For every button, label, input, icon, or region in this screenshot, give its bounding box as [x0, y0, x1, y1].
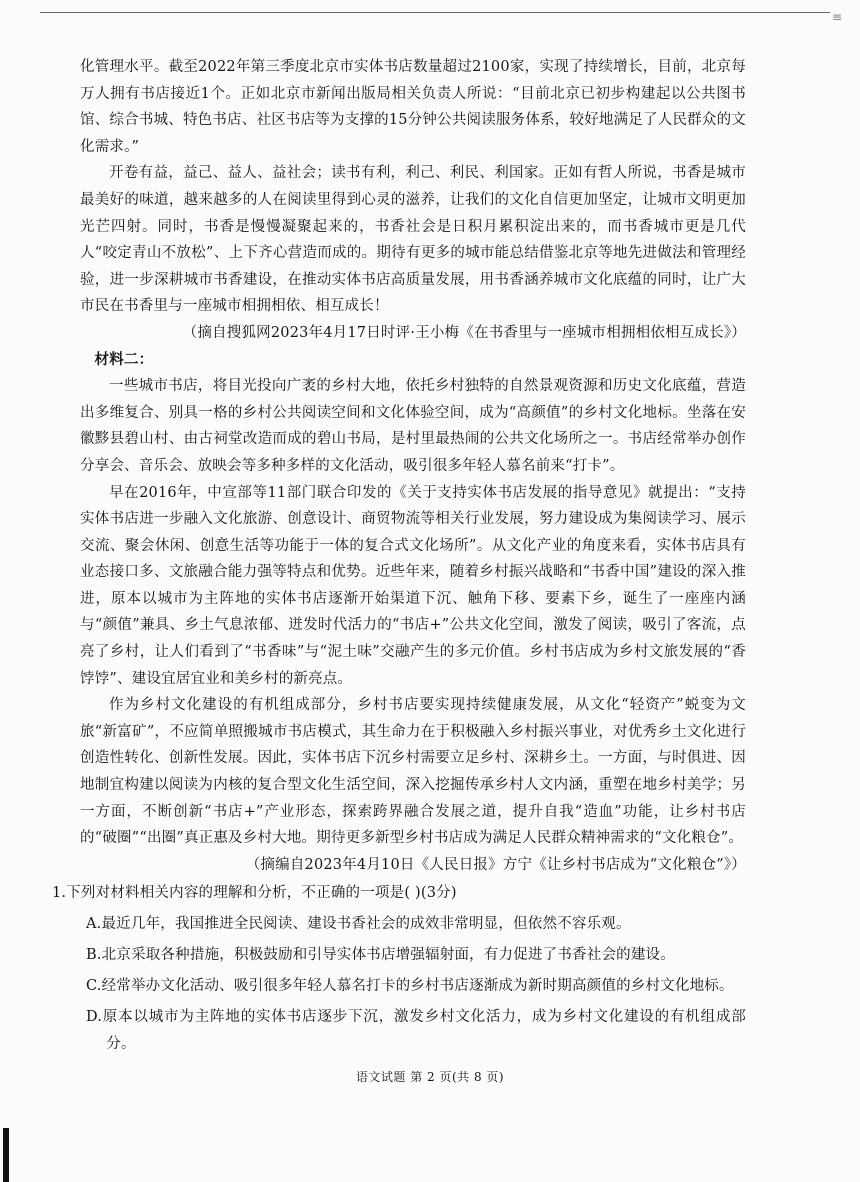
option-c: C.经常举办文化活动、吸引很多年轻人慕名打卡的乡村书店逐渐成为新时期高颜值的乡村文化地标。	[86, 978, 734, 994]
paragraph: 开卷有益，益己、益人、益社会；读书有利，利己、利民、利国家。正如有哲人所说，书香是城市最美好的味道，越来越多的人在阅读里得到心灵的滋养，让我们的文化自信更加坚定，让城市文明更加光芒四射。同时，书香是慢慢凝聚起来的，书香社会是日积月累积淀出来的，而书香城市更是几代人“咬定青山不放松”、上下齐心营造而成的。期待有更多的城市能总结借鉴北京等地先进做法和管理经验，进一步深耕城市书香建设，在推动实体书店高质量发展，用书香涵养城市文化底蕴的同时，让广大市民在书香里与一座城市相拥相依、相互成长！	[80, 165, 746, 315]
page-footer: 语文试题 第 2 页(共 8 页)	[355, 1070, 505, 1084]
source-citation-1: （摘自搜狐网2023年4月17日时评·王小梅《在书香里与一座城市相拥相依相互成长》）	[182, 324, 746, 341]
option-d: D.原本以城市为主阵地的实体书店逐步下沉，激发乡村文化活力，成为乡村文化建设的有机组成部分。	[86, 1009, 746, 1052]
paragraph: 早在2016年，中宣部等11部门联合印发的《关于支持实体书店发展的指导意见》就提出：“支持实体书店进一步融入文化旅游、创意设计、商贸物流等相关行业发展，努力建设成为集阅读学习、展示交流、聚会休闲、创意生活等功能于一体的复合式文化场所”。从文化产业的角度来看，实体书店具有业态接口多、文旅融合能力强等特点和优势。近些年来，随着乡村振兴战略和“书香中国”建设的深入推进，原本以城市为主阵地的实体书店逐渐开始渠道下沉、触角下移、要素下乡，诞生了一座座内涵与“颜值”兼具、乡土气息浓郁、迸发时代活力的“书店+”公共文化空间，激发了阅读，吸引了客流，点亮了乡村，让人们看到了“书香味”与“泥土味”交融产生的多元价值。乡村书店成为乡村文旅发展的“香饽饽”、建设宜居宜业和美乡村的新亮点。	[80, 484, 746, 687]
top-rule	[40, 12, 830, 13]
material-two-heading: 材料二：	[94, 350, 154, 368]
page-content	[52, 54, 746, 1058]
source-citation-2: （摘编自2023年4月10日《人民日报》方宁《让乡村书店成为“文化粮仓”》）	[245, 856, 746, 873]
scan-edge-mark	[3, 1128, 9, 1182]
corner-mark: ≡	[831, 10, 842, 24]
paragraph: 一些城市书店，将目光投向广袤的乡村大地，依托乡村独特的自然景观资源和历史文化底蕴，营造出多维复合、别具一格的乡村公共阅读空间和文化体验空间，成为“高颜值”的乡村文化地标。坐落在安徽黟县碧山村、由古祠堂改造而成的碧山书局，是村里最热闹的公共文化场所之一。书店经常举办创作分享会、音乐会、放映会等多种多样的文化活动，吸引很多年轻人慕名前来“打卡”。	[80, 378, 746, 474]
paragraph-continuation: 化管理水平。截至2022年第三季度北京市实体书店数量超过2100家，实现了持续增长，目前，北京每万人拥有书店接近1个。正如北京市新闻出版局相关负责人所说：“目前北京已初步构建起以公共图书馆、综合书城、特色书店、社区书店等为支撑的15分钟公共阅读服务体系，较好地满足了人民群众的文化需求。”	[80, 59, 746, 155]
paragraph: 作为乡村文化建设的有机组成部分，乡村书店要实现持续健康发展，从文化“轻资产”蜕变为文旅“新富矿”，不应简单照搬城市书店模式，其生命力在于积极融入乡村振兴事业，对优秀乡土文化进行创造性转化、创新性发展。因此，实体书店下沉乡村需要立足乡村、深耕乡土。一方面，与时俱进、因地制宜构建以阅读为内核的复合型文化生活空间，深入挖掘传承乡村人文内涵，重塑在地乡村美学；另一方面，不断创新“书店+”产业形态，探索跨界融合发展之道，提升自我“造血”功能，让乡村书店的“破圈”“出圈”真正惠及乡村大地。期待更多新型乡村书店成为满足人民群众精神需求的“文化粮仓”。	[80, 697, 746, 847]
option-a: A.最近几年，我国推进全民阅读、建设书香社会的成效非常明显，但依然不容乐观。	[86, 916, 631, 932]
option-b: B.北京采取各种措施，积极鼓励和引导实体书店增强辐射面，有力促进了书香社会的建设。	[86, 947, 675, 963]
question-1: 1.下列对材料相关内容的理解和分析，不正确的一项是( )(3分)	[52, 885, 457, 902]
